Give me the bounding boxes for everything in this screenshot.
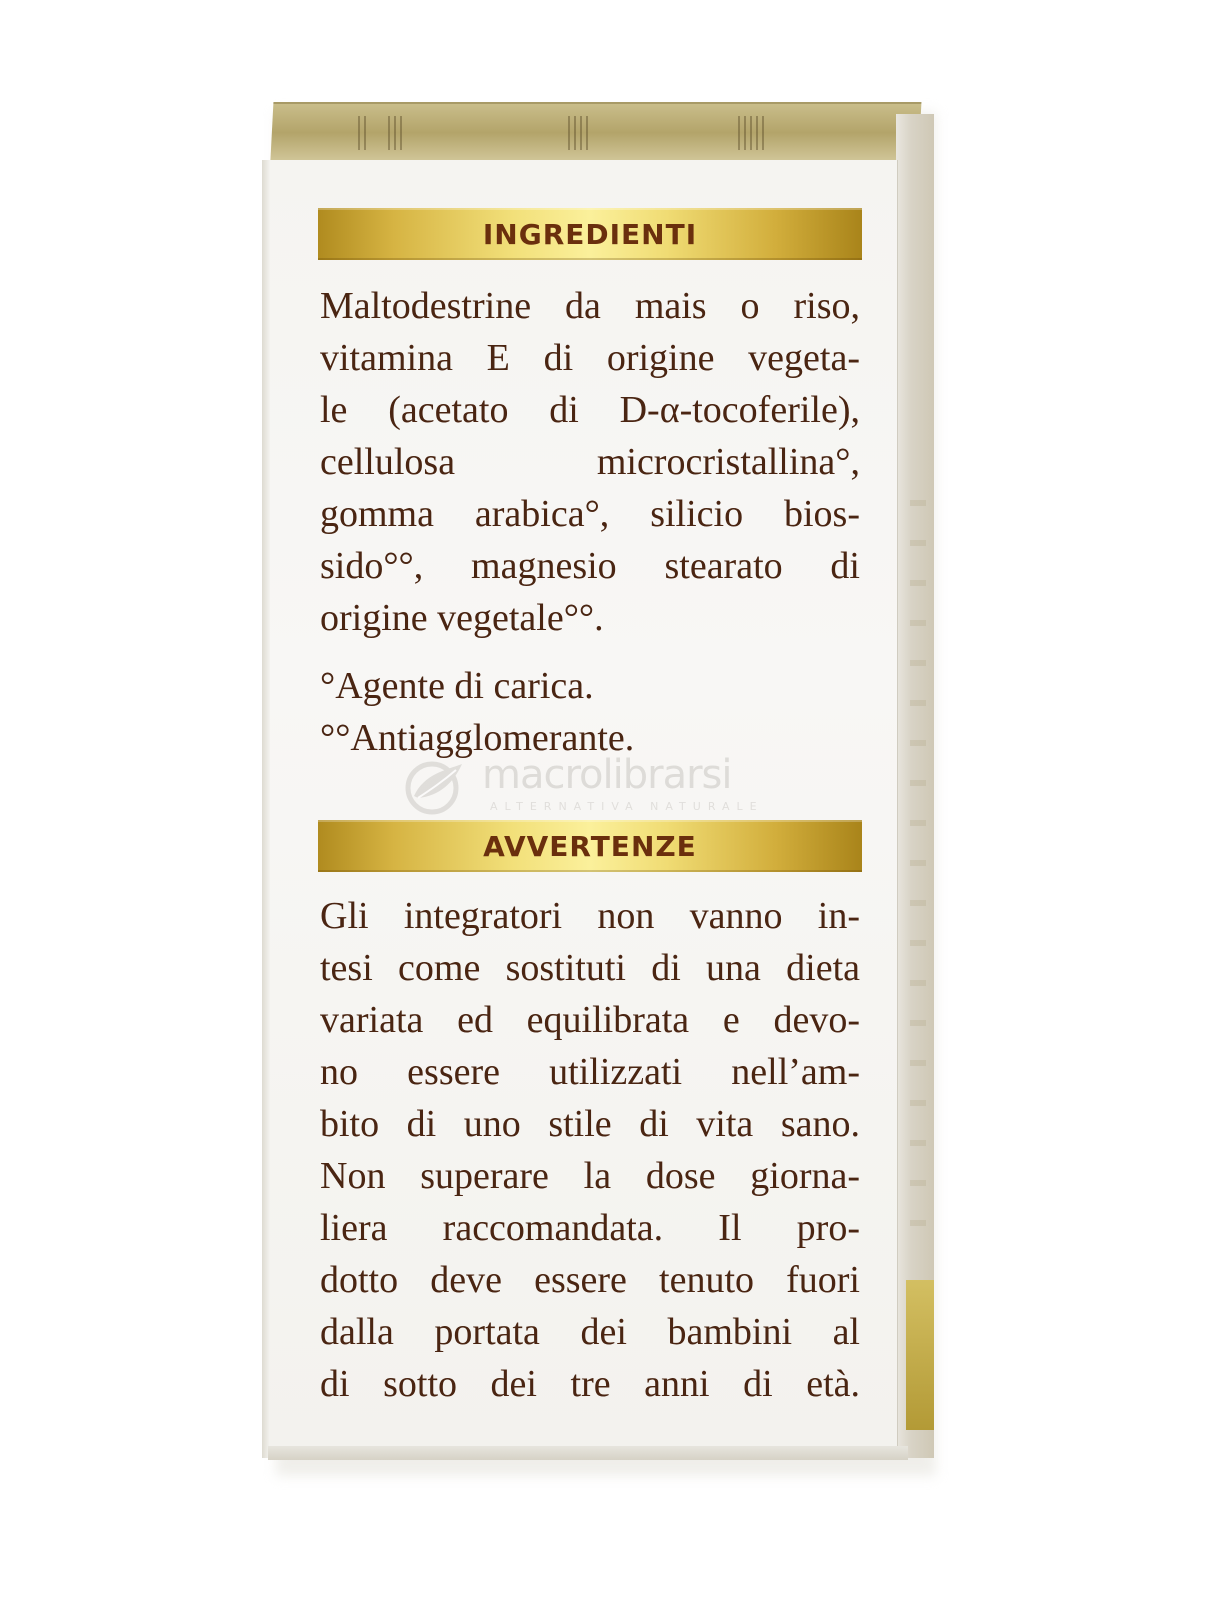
watermark-name: macrolibrarsi <box>482 752 732 798</box>
warnings-line: tesi come sostituti di una dieta <box>320 947 860 989</box>
warnings-banner <box>318 820 862 872</box>
note-line: °Agente di carica. <box>320 665 594 707</box>
ingredients-notes <box>320 660 860 764</box>
ingredients-line: cellulosa microcristallina°, <box>320 441 860 483</box>
warnings-line: dotto deve essere tenuto fuori <box>320 1259 860 1301</box>
box-bottom-edge <box>268 1446 908 1460</box>
warnings-line: variata ed equilibrata e devo- <box>320 999 860 1041</box>
note-line: °°Antiagglomerante. <box>320 717 635 759</box>
ingredients-banner <box>318 208 862 260</box>
ingredients-line: sido°°, magnesio stearato di <box>320 545 860 587</box>
warnings-line: bito di uno stile di vita sano. <box>320 1103 860 1145</box>
ingredients-line: vitamina E di origine vegeta- <box>320 337 860 379</box>
warnings-line: liera raccomandata. Il pro- <box>320 1207 860 1249</box>
box-right-side-print <box>910 500 926 1240</box>
warnings-line: di sotto dei tre anni di età. <box>320 1363 860 1405</box>
warnings-text <box>320 890 860 1410</box>
ingredients-title: INGREDIENTI <box>482 217 698 251</box>
warnings-line: dalla portata dei bambini al <box>320 1311 860 1353</box>
box-right-gold-band <box>906 1280 934 1430</box>
box-top-print <box>318 106 858 160</box>
ingredients-line: le (acetato di D-α-tocoferile), <box>320 389 860 431</box>
watermark-tagline: ALTERNATIVA NATURALE <box>490 800 764 813</box>
ingredients-text <box>320 280 860 644</box>
box-left-edge <box>262 160 270 1458</box>
warnings-line: no essere utilizzati nell’am- <box>320 1051 860 1093</box>
ingredients-line: gomma arabica°, silicio bios- <box>320 493 860 535</box>
ingredients-line: Maltodestrine da mais o riso, <box>320 285 860 327</box>
warnings-line: Non superare la dose giorna- <box>320 1155 860 1197</box>
ingredients-line: origine vegetale°°. <box>320 597 604 639</box>
warnings-line: Gli integratori non vanno in- <box>320 895 860 937</box>
warnings-title: AVVERTENZE <box>483 829 697 863</box>
